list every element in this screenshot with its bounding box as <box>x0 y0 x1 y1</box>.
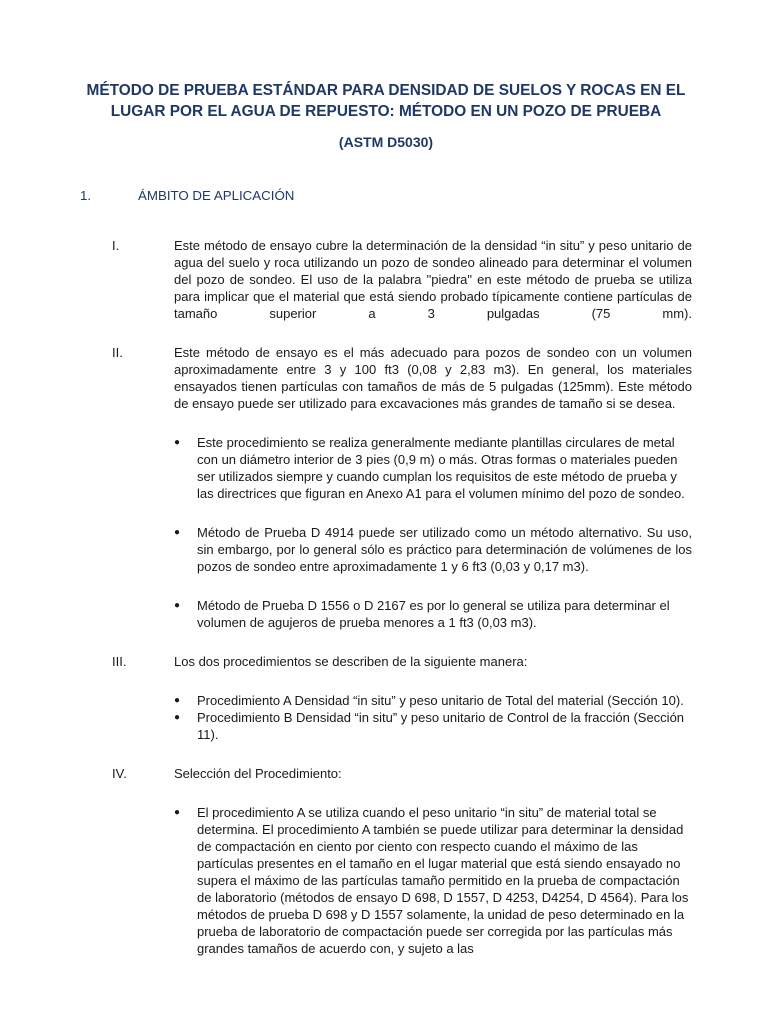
bullet-item <box>174 434 692 502</box>
bullet-dot-icon: ● <box>174 437 181 448</box>
roman-list <box>80 237 692 957</box>
roman-body <box>174 344 692 631</box>
bullet-text: Método de Prueba D 4914 puede ser utilizado como un método alternativo. Su uso, sin embargo, por lo general sólo es práctico para determinación de volúmenes de los pozos de sondeo entre aproximadamente 1 y 6 ft3 (0,03 y 0,17 m3). <box>197 525 692 574</box>
roman-label: I. <box>112 238 120 253</box>
title-line-1: MÉTODO DE PRUEBA ESTÁNDAR PARA DENSIDAD DE SUELOS Y ROCAS EN EL <box>86 82 686 99</box>
roman-item <box>80 237 692 322</box>
bullet-item <box>174 709 692 743</box>
bullet-list <box>174 804 692 957</box>
bullet-item <box>174 804 692 957</box>
bullet-dot-icon: ● <box>174 527 181 538</box>
bullet-text: Procedimiento A Densidad “in situ” y peso unitario de Total del material (Sección 10). <box>197 693 684 708</box>
roman-body <box>174 237 692 322</box>
bullet-item <box>174 597 692 631</box>
roman-label: IV. <box>112 766 127 781</box>
roman-item <box>80 765 692 957</box>
paragraph: Los dos procedimientos se describen de la siguiente manera: <box>174 654 528 669</box>
roman-label: III. <box>112 654 127 669</box>
section-number: 1. <box>80 188 92 203</box>
bullet-dot-icon: ● <box>174 807 181 818</box>
roman-label: II. <box>112 345 123 360</box>
bullet-item <box>174 524 692 575</box>
bullet-text: Este procedimiento se realiza generalmente mediante plantillas circulares de metal con un diámetro interior de 3 pies (0,9 m) o más. Otras formas o materiales pueden ser utilizados siempre y cuando cumplan los requisitos de este método de prueba y las directrices que figuran en Anexo A1 para el volumen mínimo del pozo de sondeo. <box>197 435 685 501</box>
bullet-list <box>174 434 692 631</box>
bullet-dot-icon: ● <box>174 600 181 611</box>
roman-item <box>80 344 692 631</box>
paragraph: Este método de ensayo es el más adecuado para pozos de sondeo con un volumen aproximadamente entre 3 y 100 ft3 (0,08 y 2,83 m3). En general, los materiales ensayados tienen partículas con tamaños de más de 5 pulgadas (125mm). Este método de ensayo puede ser utilizado para excavaciones más grandes de tamaño si se desea. <box>174 345 692 411</box>
paragraph: Selección del Procedimiento: <box>174 766 342 781</box>
bullet-dot-icon: ● <box>174 695 181 706</box>
bullet-text: El procedimiento A se utiliza cuando el peso unitario “in situ” de material total se determina. El procedimiento A también se puede utilizar para determinar la densidad de compactación en ciento por ciento con respecto cuando el máximo de las partículas presentes en el tamaño en el lugar material que está siendo ensayado no supera el máximo de las partículas tamaño permitido en la prueba de compactación de laboratorio (métodos de ensayo D 698, D 1557, D 4253, D4254, D 4564). Para los métodos de prueba D 698 y D 1557 solamente, la unidad de peso determinado en la prueba de laboratorio de compactación puede ser corregida por las partículas más grandes tamaños de acuerdo con, y sujeto a las <box>197 805 689 956</box>
section-title: ÁMBITO DE APLICACIÓN <box>138 188 295 203</box>
bullet-dot-icon: ● <box>174 712 181 723</box>
roman-body <box>174 653 692 743</box>
roman-item <box>80 653 692 743</box>
bullet-item <box>174 692 692 709</box>
bullet-list <box>174 692 692 743</box>
document-subtitle: (ASTM D5030) <box>338 134 434 150</box>
document-title <box>80 80 692 122</box>
paragraph: Este método de ensayo cubre la determinación de la densidad “in situ” y peso unitario de agua del suelo y roca utilizando un pozo de sondeo alineado para determinar el volumen del pozo de sondeo. El uso de la palabra "piedra" en este método de prueba se utiliza para implicar que el material que está siendo probado típicamente contiene partículas de tamaño superior a 3 pulgadas (75 mm). <box>174 238 692 321</box>
bullet-text: Método de Prueba D 1556 o D 2167 es por lo general se utiliza para determinar el volumen de agujeros de prueba menores a 1 ft3 (0,03 m3). <box>197 598 670 630</box>
title-line-2: LUGAR POR EL AGUA DE REPUESTO: MÉTODO EN UN POZO DE PRUEBA <box>110 103 662 120</box>
section-heading <box>80 188 692 203</box>
bullet-text: Procedimiento B Densidad “in situ” y peso unitario de Control de la fracción (Sección 11). <box>197 710 685 742</box>
roman-body <box>174 765 692 957</box>
